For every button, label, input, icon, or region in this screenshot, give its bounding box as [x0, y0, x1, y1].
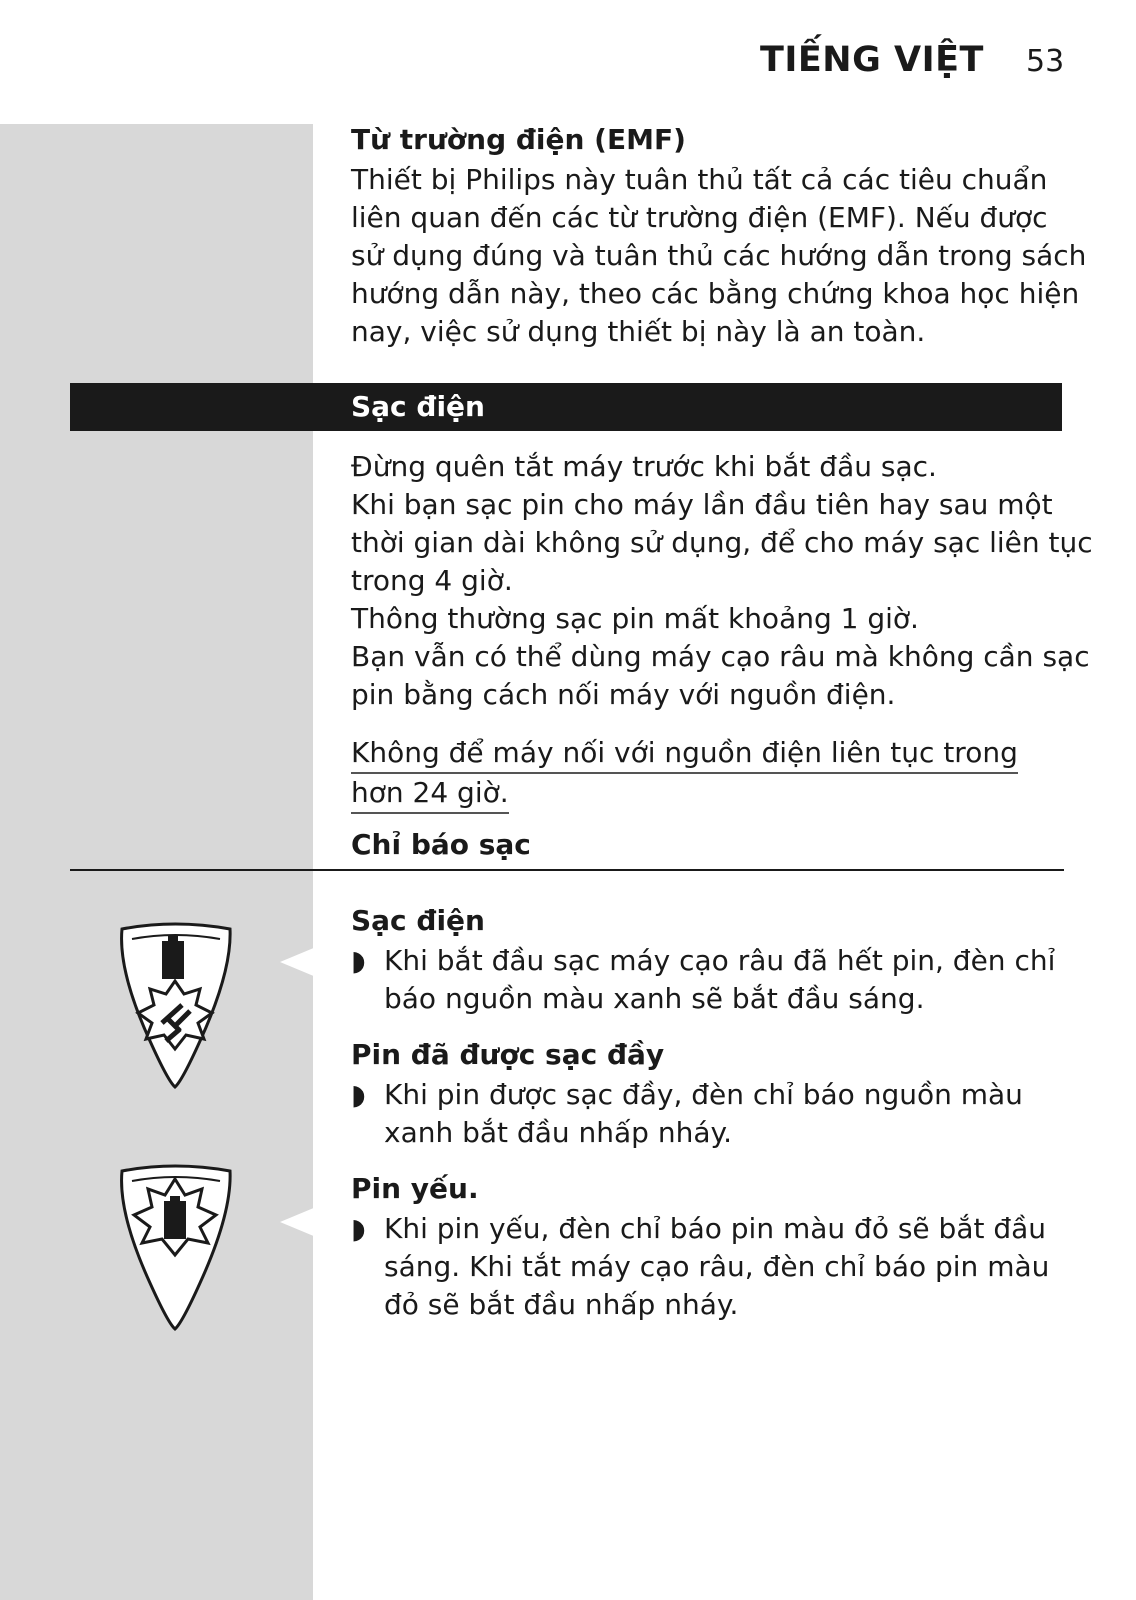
bullet-line: sáng. Khi tắt máy cạo râu, đèn chỉ báo pin màu — [384, 1250, 1050, 1283]
shaver-battery-low-icon — [70, 1143, 280, 1353]
bullet-icon: ◗ — [351, 944, 366, 977]
item-heading-full: Pin đã được sạc đầy — [351, 1038, 665, 1071]
bullet-line: Khi pin yếu, đèn chỉ báo pin màu đỏ sẽ bắt đầu — [384, 1212, 1047, 1245]
warning-line: Không để máy nối với nguồn điện liên tục trong — [351, 734, 1018, 774]
charging-line: Khi bạn sạc pin cho máy lần đầu tiên hay sau một — [351, 488, 1053, 521]
bullet-icon: ◗ — [351, 1212, 366, 1245]
warning-note — [351, 734, 1018, 814]
charging-line: Thông thường sạc pin mất khoảng 1 giờ. — [351, 602, 919, 635]
bullet-line: xanh bắt đầu nhấp nháy. — [384, 1116, 732, 1149]
section-header-bar — [70, 383, 1062, 431]
warning-line: hơn 24 giờ. — [351, 774, 509, 814]
bullet-icon: ◗ — [351, 1078, 366, 1111]
charging-line: thời gian dài không sử dụng, để cho máy sạc liên tục — [351, 526, 1093, 559]
bullet-line: Khi bắt đầu sạc máy cạo râu đã hết pin, đèn chỉ — [384, 944, 1056, 977]
left-margin-band — [0, 124, 313, 1600]
charging-line: Bạn vẫn có thể dùng máy cạo râu mà không cần sạc — [351, 640, 1090, 673]
bullet-line: báo nguồn màu xanh sẽ bắt đầu sáng. — [384, 982, 925, 1015]
emf-line: Thiết bị Philips này tuân thủ tất cả các tiêu chuẩn — [351, 163, 1048, 196]
emf-line: sử dụng đúng và tuân thủ các hướng dẫn trong sách — [351, 239, 1087, 272]
emf-line: hướng dẫn này, theo các bằng chứng khoa học hiện — [351, 277, 1080, 310]
emf-line: liên quan đến các từ trường điện (EMF). Nếu được — [351, 201, 1048, 234]
figure-pointer — [280, 1207, 316, 1237]
emf-line: nay, việc sử dụng thiết bị này là an toàn. — [351, 315, 926, 348]
item-heading-low: Pin yếu. — [351, 1172, 479, 1205]
charging-line: trong 4 giờ. — [351, 564, 513, 597]
figure-battery-low — [70, 1143, 280, 1353]
charging-line: pin bằng cách nối máy với nguồn điện. — [351, 678, 896, 711]
charging-line: Đừng quên tắt máy trước khi bắt đầu sạc. — [351, 450, 937, 483]
figure-pointer — [280, 947, 316, 977]
page-number: 53 — [1026, 44, 1065, 79]
item-heading-charging: Sạc điện — [351, 904, 485, 937]
emf-paragraph — [351, 161, 1087, 351]
shaver-charging-plug-icon — [70, 901, 280, 1111]
indicator-heading: Chỉ báo sạc — [351, 828, 531, 861]
figure-charging — [70, 901, 280, 1111]
section-title: Sạc điện — [351, 390, 485, 423]
emf-heading: Từ trường điện (EMF) — [351, 123, 686, 156]
divider-rule — [70, 869, 1064, 871]
charging-paragraph — [351, 448, 1093, 714]
header-language: TIẾNG VIỆT — [760, 40, 984, 80]
bullet-line: Khi pin được sạc đầy, đèn chỉ báo nguồn màu — [384, 1078, 1023, 1111]
bullet-line: đỏ sẽ bắt đầu nhấp nháy. — [384, 1288, 739, 1321]
